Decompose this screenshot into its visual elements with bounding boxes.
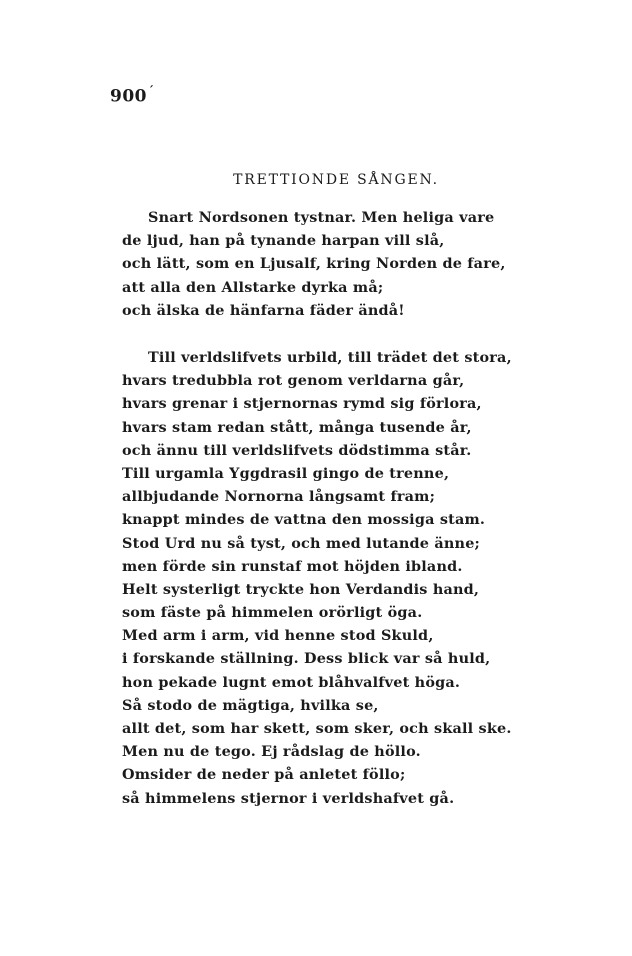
- poem-line: Till urgamla Yggdrasil gingo de trenne,: [122, 464, 450, 482]
- poem-line: att alla den Allstarke dyrka må;: [122, 278, 384, 296]
- poem-line: hvars stam redan stått, många tusende år,: [122, 418, 472, 436]
- poem-line: Stod Urd nu så tyst, och med lutande änne;: [122, 534, 481, 552]
- poem-line: Helt systerligt tryckte hon Verdandis hand,: [122, 580, 480, 598]
- page-number-value: 900: [110, 86, 147, 107]
- poem-line: hon pekade lugnt emot blåhvalfvet höga.: [122, 673, 461, 691]
- poem-line: och ännu till verldslifvets dödstimma står.: [122, 441, 472, 459]
- poem-line: allbjudande Nornorna långsamt fram;: [122, 488, 436, 506]
- poem-line: Snart Nordsonen tystnar. Men heliga vare: [148, 209, 495, 226]
- page-number: [110, 84, 155, 107]
- chapter-heading: [0, 172, 632, 188]
- poem-line: Men nu de tego. Ej rådslag de höllo.: [122, 743, 421, 761]
- poem-line: de ljud, han på tynande harpan vill slå,: [122, 232, 445, 250]
- poem-line: hvars grenar i stjernornas rymd sig förlora,: [122, 395, 482, 413]
- poem-line: hvars tredubbla rot genom verldarna går,: [122, 372, 465, 390]
- poem-line: knappt mindes de vattna den mossiga stam.: [122, 511, 486, 529]
- poem-line: Så stodo de mägtiga, hvilka se,: [122, 696, 379, 714]
- chapter-heading-text: TRETTIONDE SÅNGEN.: [233, 172, 439, 188]
- poem-line: men förde sin runstaf mot höjden ibland.: [122, 557, 463, 575]
- poem-line: Omsider de neder på anletet föllo;: [122, 766, 406, 784]
- poem-line: allt det, som har skett, som sker, och skall ske.: [122, 720, 512, 737]
- poem-line: Med arm i arm, vid henne stod Skuld,: [122, 627, 434, 645]
- poem-line: och älska de hänfarna fäder ändå!: [122, 301, 405, 319]
- poem-line: som fäste på himmelen orörligt öga.: [122, 604, 423, 622]
- poem-line: i forskande ställning. Dess blick var så huld,: [122, 650, 491, 668]
- poem-line: Till verldslifvets urbild, till trädet det stora,: [148, 349, 512, 366]
- stanza: [122, 206, 506, 322]
- poem-line: och lätt, som en Ljusalf, kring Norden de fare,: [122, 255, 506, 273]
- stanza: [122, 346, 512, 810]
- page-number-mark: ´: [148, 84, 155, 98]
- poem-line: så himmelens stjernor i verldshafvet gå.: [122, 789, 455, 807]
